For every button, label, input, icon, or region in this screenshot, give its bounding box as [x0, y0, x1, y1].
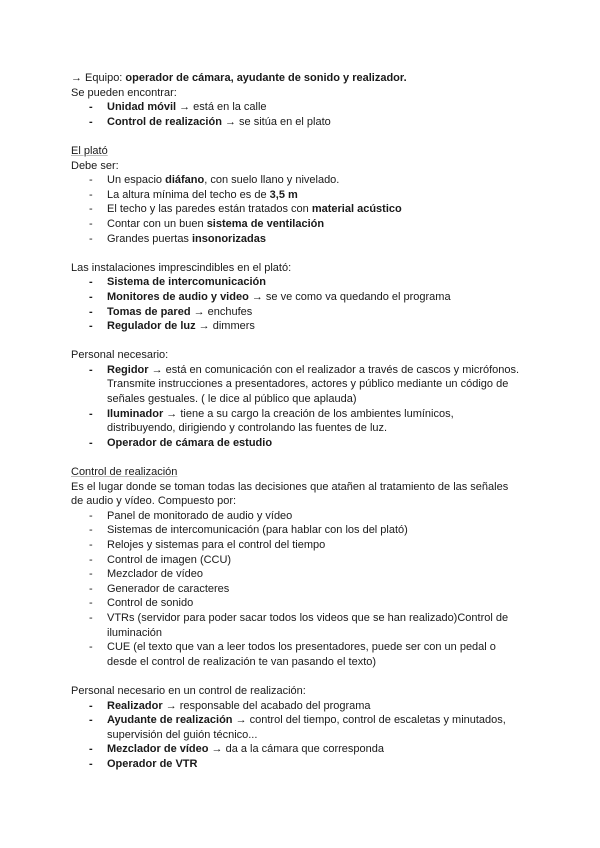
list-item: - Ayudante de realización → control del tiempo, control de escaletas y minutados, supervisión del guión técnico... — [89, 714, 506, 741]
document-page — [71, 71, 531, 772]
list-item: - Operador de cámara de estudio — [89, 436, 273, 449]
list-item: - Iluminador → tiene a su cargo la creación de los ambientes lumínicos, distribuyendo, dirigiendo y controlando las fuentes de luz. — [89, 407, 454, 435]
list-item: - Realizador → responsable del acabado del programa — [89, 699, 371, 712]
instalaciones-heading: Las instalaciones imprescindibles en el plató: — [71, 261, 292, 274]
list-item: - Un espacio diáfano, con suelo llano y nivelado. — [89, 174, 340, 187]
list-item: - Operador de VTR — [89, 757, 198, 770]
locations-list — [71, 100, 531, 129]
plato-list — [71, 173, 531, 246]
list-item: - La altura mínima del techo es de 3,5 m — [89, 188, 298, 201]
personal-list — [71, 363, 531, 451]
personal-control-heading: Personal necesario en un control de realización: — [71, 684, 306, 697]
list-item: - Mezclador de vídeo — [89, 568, 203, 581]
list-item: - Mezclador de vídeo → da a la cámara que corresponda — [89, 743, 384, 756]
list-item: - Grandes puertas insonorizadas — [89, 232, 266, 245]
control-list — [71, 509, 531, 670]
list-item: - Monitores de audio y video → se ve como va quedando el programa — [89, 290, 451, 303]
instalaciones-list — [71, 275, 531, 333]
list-item: - Relojes y sistemas para el control del tiempo — [89, 539, 326, 551]
list-item: - Contar con un buen sistema de ventilación — [89, 217, 325, 230]
list-item: - CUE (el texto que van a leer todos los presentadores, puede ser con un pedal o desde el control de realización te van pasando el texto) — [89, 641, 496, 668]
se-pueden-line: Se pueden encontrar: — [71, 86, 177, 99]
equipo-line: → Equipo: operador de cámara, ayudante de sonido y realizador. — [71, 72, 407, 84]
control-desc: Es el lugar donde se toman todas las decisiones que atañen al tratamiento de las señales de audio y vídeo. Compuesto por: — [71, 480, 509, 508]
personal-control-list — [71, 699, 531, 772]
section-heading-control: Control de realización — [71, 466, 178, 479]
list-item: - Sistema de intercomunicación — [89, 276, 266, 289]
list-item: - Control de sonido — [89, 597, 194, 610]
list-item: - Tomas de pared → enchufes — [89, 305, 253, 318]
list-item: - El techo y las paredes están tratados con material acústico — [89, 203, 402, 216]
list-item: - Control de imagen (CCU) — [89, 553, 232, 566]
list-item: - Panel de monitorado de audio y vídeo — [89, 509, 293, 522]
debe-ser-line: Debe ser: — [71, 159, 119, 172]
list-item: - Generador de caracteres — [89, 582, 230, 595]
section-heading-plato: El plató — [71, 144, 108, 157]
list-item: - VTRs (servidor para poder sacar todos los videos que se han realizado)Control de iluminación — [89, 611, 509, 639]
list-item: - Unidad móvil → está en la calle — [89, 101, 267, 114]
list-item: - Regulador de luz → dimmers — [89, 320, 255, 333]
personal-heading: Personal necesario: — [71, 349, 169, 362]
list-item: - Sistemas de intercomunicación (para hablar con los del plató) — [89, 524, 408, 537]
list-item: - Control de realización → se sitúa en el plato — [89, 115, 331, 128]
list-item: - Regidor → está en comunicación con el realizador a través de cascos y micrófonos. Transmite instrucciones a presentadores, actores y público mediante un código de señales gestuales. ( le dice al público que aplauda) — [89, 363, 520, 406]
